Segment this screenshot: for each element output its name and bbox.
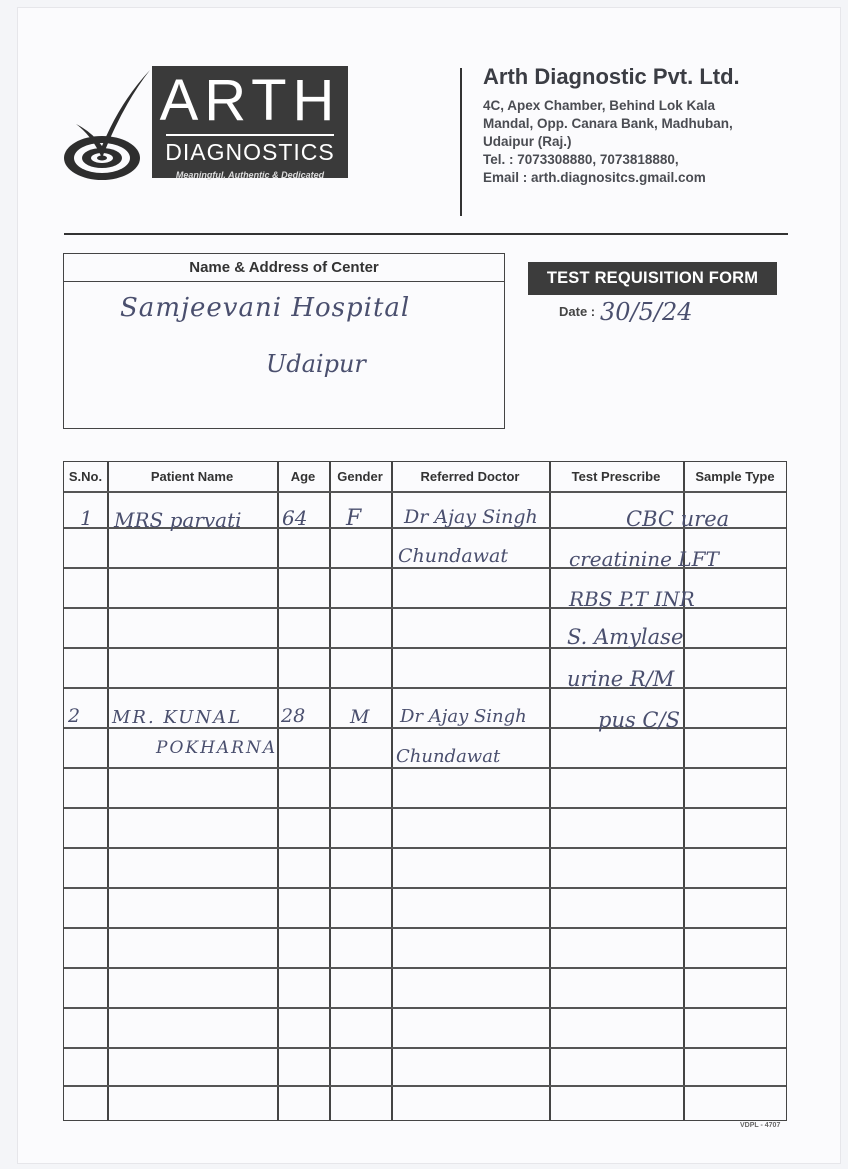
center-name-handwritten: Samjeevani Hospital — [120, 293, 411, 323]
company-address — [483, 97, 783, 187]
row1-test-line5: urine R/M — [567, 667, 675, 691]
row2-test-line1: pus C/S — [598, 708, 680, 732]
row2-doctor-line2: Chundawat — [396, 746, 501, 767]
phone-line: Tel. : 7073308880, 7073818880, — [483, 152, 679, 167]
target-check-logo-icon — [62, 66, 154, 182]
header-referred-doctor: Referred Doctor — [420, 469, 520, 484]
header-patient-name: Patient Name — [150, 469, 234, 484]
row1-test-line4: S. Amylase — [567, 625, 684, 649]
column-divider — [549, 462, 551, 1120]
logo-rule — [166, 134, 334, 136]
company-logo — [152, 66, 348, 178]
row-divider — [64, 847, 786, 849]
row-divider — [64, 491, 786, 493]
row-divider — [64, 967, 786, 969]
row2-sno: 2 — [68, 705, 81, 727]
header-rule — [64, 233, 788, 235]
email-line: Email : arth.diagnositcs.gmail.com — [483, 170, 706, 185]
center-box-heading: Name & Address of Center — [64, 254, 504, 282]
address-line: Udaipur (Raj.) — [483, 134, 572, 149]
row-divider — [64, 887, 786, 889]
row1-doctor-line1: Dr Ajay Singh — [404, 506, 538, 528]
row-divider — [64, 1085, 786, 1087]
form-title-banner: TEST REQUISITION FORM — [528, 262, 777, 295]
row1-test-line2: creatinine LFT — [569, 547, 719, 571]
date-label: Date : — [559, 304, 596, 319]
form-code: VDPL - 4707 — [740, 1122, 781, 1129]
logo-main-text: ARTH — [159, 68, 341, 133]
row-divider — [64, 927, 786, 929]
logo-sub-text: DIAGNOSTICS — [165, 139, 335, 165]
address-line: Mandal, Opp. Canara Bank, Madhuban, — [483, 116, 733, 131]
center-address-box — [63, 253, 505, 429]
row1-test-line1: CBC urea — [626, 507, 730, 531]
header-sample-type: Sample Type — [695, 469, 775, 484]
row2-patient-line1: MR. KUNAL — [112, 707, 243, 728]
header-test-prescribe: Test Prescribe — [571, 469, 661, 484]
row-divider — [64, 767, 786, 769]
row-divider — [64, 1047, 786, 1049]
row1-doctor-line2: Chundawat — [398, 545, 508, 567]
row1-test-line3: RBS P.T INR — [569, 587, 695, 611]
row2-patient-line2: POKHARNA — [156, 738, 278, 758]
row2-gender: M — [350, 706, 370, 728]
logo-tagline: Meaningful, Authentic & Dedicated — [175, 170, 325, 180]
row2-age: 28 — [281, 705, 306, 727]
row1-sno: 1 — [80, 506, 93, 530]
row-divider — [64, 687, 786, 689]
header-age: Age — [290, 469, 316, 484]
row-divider — [64, 1007, 786, 1009]
center-city-handwritten: Udaipur — [266, 350, 366, 378]
row1-age: 64 — [282, 506, 308, 530]
address-line: 4C, Apex Chamber, Behind Lok Kala — [483, 98, 716, 113]
header-divider — [460, 68, 462, 216]
column-divider — [391, 462, 393, 1120]
column-divider — [277, 462, 279, 1120]
date-value-handwritten: 30/5/24 — [600, 298, 693, 326]
column-divider — [107, 462, 109, 1120]
row2-doctor-line1: Dr Ajay Singh — [400, 706, 527, 727]
row1-patient-name: MRS parvati — [114, 508, 242, 532]
row-divider — [64, 807, 786, 809]
company-name: Arth Diagnostic Pvt. Ltd. — [483, 64, 740, 89]
header-sno: S.No. — [68, 469, 103, 484]
row1-gender: F — [346, 506, 362, 531]
header-gender: Gender — [337, 469, 383, 484]
column-divider — [329, 462, 331, 1120]
